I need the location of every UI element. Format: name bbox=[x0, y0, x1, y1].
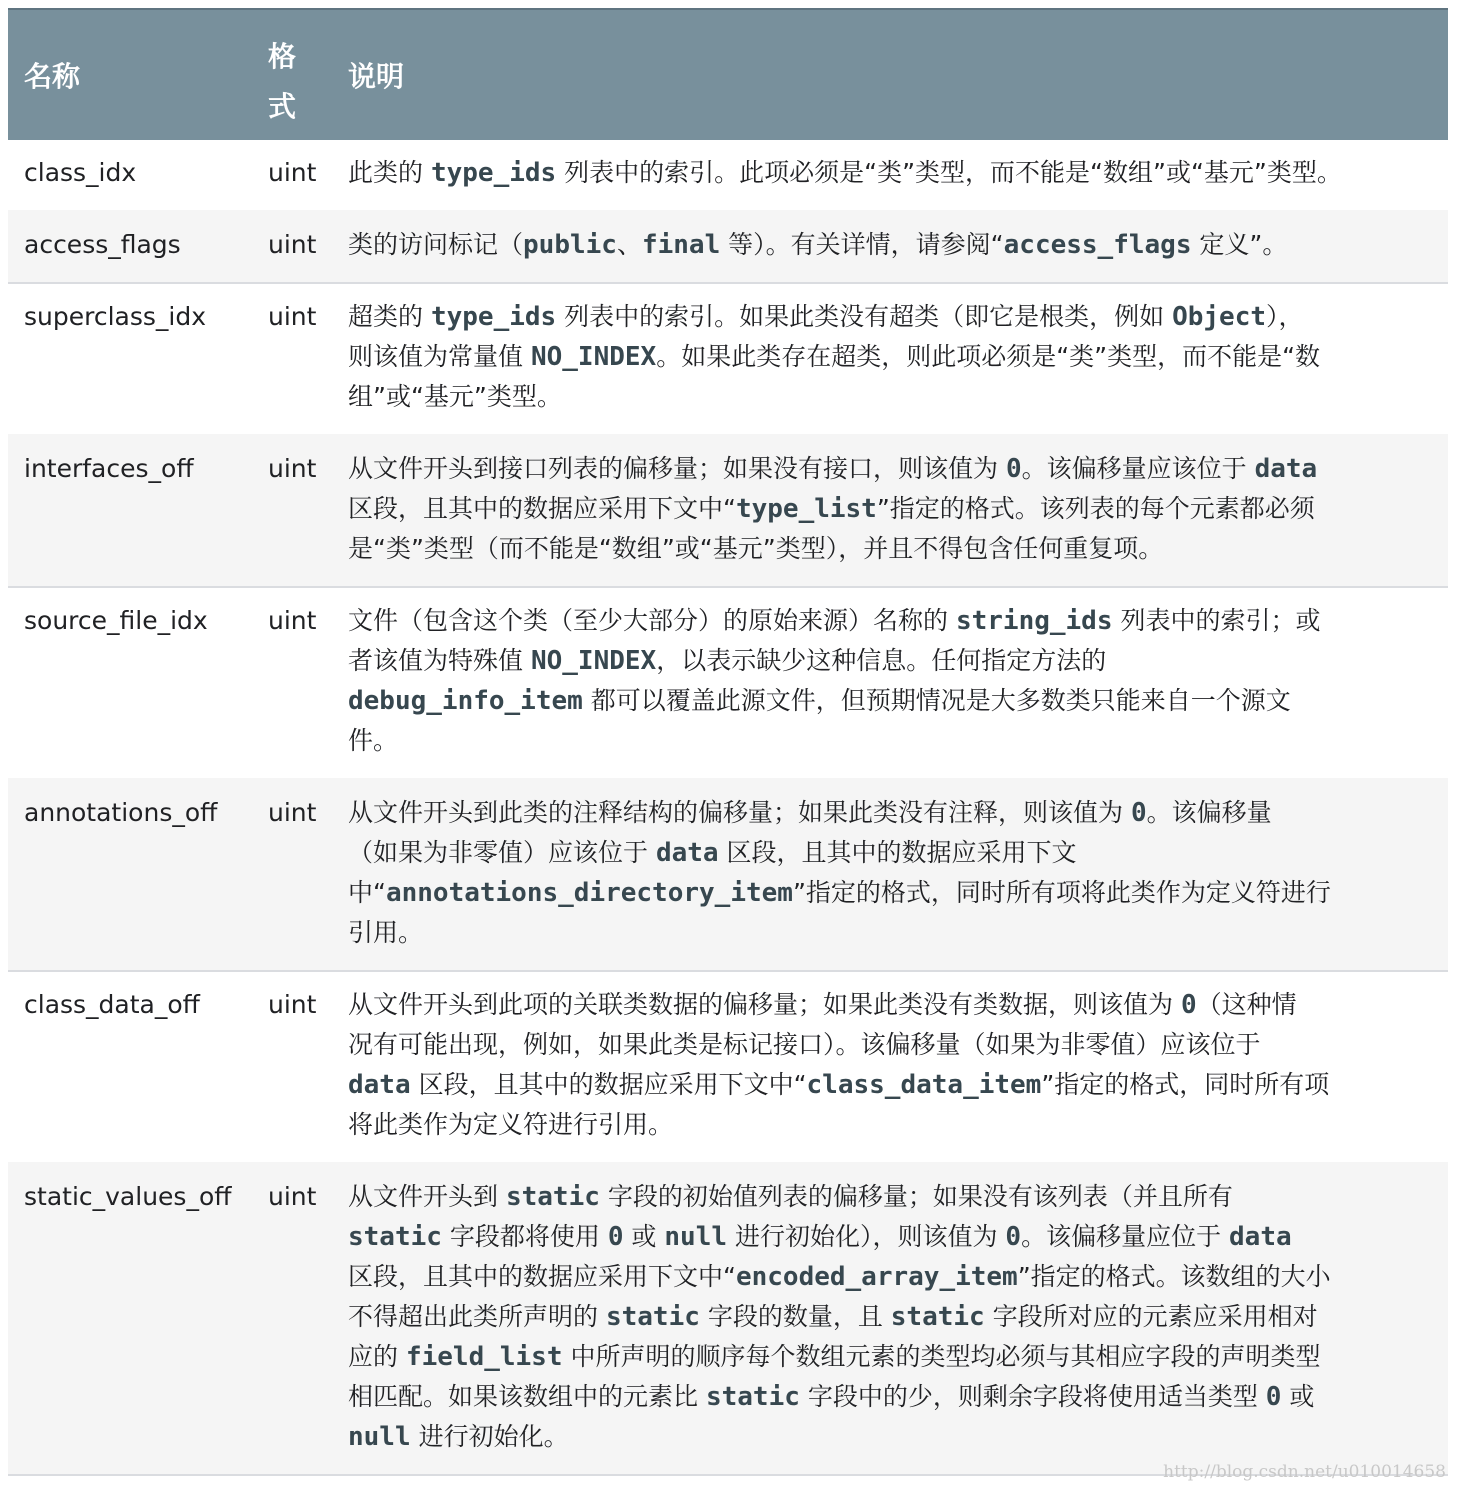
table-row bbox=[8, 210, 1448, 284]
description-text: 此类的 bbox=[348, 158, 431, 187]
description-text: 区段，且其中的数据应采用下文中“ bbox=[348, 494, 736, 523]
description-line bbox=[348, 153, 1433, 193]
description-line bbox=[348, 1257, 1433, 1297]
field-description bbox=[348, 985, 1433, 1145]
field-name: interfaces_off bbox=[24, 454, 194, 483]
code-term: data bbox=[348, 1070, 411, 1100]
description-text: 类的访问标记（ bbox=[348, 230, 524, 259]
description-text: ”指定的格式，同时所有项 bbox=[1041, 1070, 1330, 1099]
code-term: type_ids bbox=[430, 302, 557, 332]
description-line bbox=[348, 1065, 1433, 1105]
table-row bbox=[8, 282, 1448, 436]
code-term: Object bbox=[1172, 302, 1267, 332]
description-text: 从文件开头到此项的关联类数据的偏移量；如果此类没有类数据，则该值为 bbox=[348, 990, 1181, 1019]
description-text: 文件（包含这个类（至少大部分）的原始来源）名称的 bbox=[348, 606, 956, 635]
code-term: static bbox=[505, 1182, 600, 1212]
description-text: 从文件开头到此类的注释结构的偏移量；如果此类没有注释，则该值为 bbox=[348, 798, 1131, 827]
description-line bbox=[348, 793, 1433, 833]
code-term: NO_INDEX bbox=[530, 342, 657, 372]
field-description bbox=[348, 225, 1433, 265]
description-text: ”指定的格式。该列表的每个元素都必须 bbox=[876, 494, 1315, 523]
field-name: source_file_idx bbox=[24, 606, 208, 635]
code-term: data bbox=[1254, 454, 1318, 484]
field-format: uint bbox=[268, 158, 317, 187]
field-description bbox=[348, 793, 1433, 953]
code-term: static bbox=[705, 1382, 800, 1412]
description-text: 列表中的索引；或 bbox=[1112, 606, 1321, 635]
description-line bbox=[348, 641, 1433, 681]
description-text: 都可以覆盖此源文件，但预期情况是大多数类只能来自一个源文 bbox=[582, 686, 1291, 715]
description-line bbox=[348, 721, 1433, 761]
table-header bbox=[8, 8, 1448, 140]
code-term: 0 bbox=[1265, 1382, 1282, 1412]
table-row bbox=[8, 970, 1448, 1164]
description-text: （如果为非零值）应该位于 bbox=[348, 838, 656, 867]
code-term: final bbox=[641, 230, 721, 260]
description-text: 字段的初始值列表的偏移量；如果没有该列表（并且所有 bbox=[599, 1182, 1233, 1211]
description-text: 则该值为常量值 bbox=[348, 342, 531, 371]
table-row bbox=[8, 1162, 1448, 1476]
description-text: 应的 bbox=[348, 1342, 406, 1371]
description-text: 况有可能出现，例如，如果此类是标记接口）。该偏移量（如果为非零值）应该位于 bbox=[348, 1030, 1261, 1059]
code-term: null bbox=[664, 1222, 728, 1252]
description-line bbox=[348, 337, 1433, 377]
field-name: class_data_off bbox=[24, 990, 200, 1019]
code-term: 0 bbox=[1130, 798, 1147, 828]
field-format: uint bbox=[268, 1182, 317, 1211]
description-line bbox=[348, 1417, 1433, 1457]
field-description bbox=[348, 601, 1433, 761]
description-text: 不得超出此类所声明的 bbox=[348, 1302, 606, 1331]
description-text: 字段的数量，且 bbox=[699, 1302, 891, 1331]
table-row bbox=[8, 434, 1448, 588]
field-format: uint bbox=[268, 606, 317, 635]
code-term: string_ids bbox=[955, 606, 1113, 636]
description-text: 字段都将使用 bbox=[441, 1222, 608, 1251]
code-term: public bbox=[523, 230, 617, 260]
field-name: superclass_idx bbox=[24, 302, 207, 331]
description-text: 、 bbox=[616, 230, 642, 259]
field-name: static_values_off bbox=[24, 1182, 232, 1211]
description-line bbox=[348, 449, 1433, 489]
description-text: 或 bbox=[1281, 1382, 1315, 1411]
description-line bbox=[348, 1105, 1433, 1145]
description-text: 字段中的少，则剩余字段将使用适当类型 bbox=[799, 1382, 1266, 1411]
description-text: 列表中的索引。如果此类没有超类（即它是根类，例如 bbox=[556, 302, 1173, 331]
description-text: 件。 bbox=[348, 726, 399, 755]
description-line bbox=[348, 985, 1433, 1025]
description-text: 中所声明的顺序每个数组元素的类型均必须与其相应字段的声明类型 bbox=[562, 1342, 1321, 1371]
description-text: 。如果此类存在超类，则此项必须是“类”类型，而不能是“数 bbox=[656, 342, 1321, 371]
description-line bbox=[348, 529, 1433, 569]
code-term: 0 bbox=[1180, 990, 1197, 1020]
code-term: type_list bbox=[735, 494, 877, 524]
field-description bbox=[348, 449, 1433, 569]
field-description bbox=[348, 1177, 1433, 1457]
code-term: 0 bbox=[1005, 454, 1022, 484]
field-name: annotations_off bbox=[24, 798, 218, 827]
code-term: 0 bbox=[1005, 1222, 1022, 1252]
header-description: 说明 bbox=[348, 60, 405, 93]
code-term: data bbox=[655, 838, 719, 868]
description-line bbox=[348, 681, 1433, 721]
description-line bbox=[348, 1217, 1433, 1257]
description-text: 。该偏移量 bbox=[1146, 798, 1272, 827]
description-text: 中“ bbox=[348, 878, 386, 907]
description-text: 等）。有关详情，请参阅“ bbox=[720, 230, 1004, 259]
code-term: debug_info_item bbox=[348, 686, 583, 716]
description-text: 组”或“基元”类型。 bbox=[348, 382, 562, 411]
code-term: static bbox=[605, 1302, 700, 1332]
code-term: access_flags bbox=[1003, 230, 1192, 260]
description-text: 进行初始化），则该值为 bbox=[727, 1222, 1006, 1251]
description-text: 从文件开头到接口列表的偏移量；如果没有接口，则该值为 bbox=[348, 454, 1006, 483]
header-format: 格式 bbox=[268, 40, 297, 123]
table-row bbox=[8, 138, 1448, 212]
description-text: 者该值为特殊值 bbox=[348, 646, 531, 675]
description-text: 区段，且其中的数据应采用下文中“ bbox=[348, 1262, 736, 1291]
description-line bbox=[348, 1177, 1433, 1217]
code-term: encoded_array_item bbox=[735, 1262, 1018, 1292]
code-term: annotations_directory_item bbox=[385, 878, 793, 908]
field-format: uint bbox=[268, 798, 317, 827]
description-text: 或 bbox=[623, 1222, 665, 1251]
description-text: 定义”。 bbox=[1191, 230, 1288, 259]
description-text: ）， bbox=[1266, 302, 1304, 331]
watermark: http://blog.csdn.net/u010014658 bbox=[1163, 1462, 1446, 1482]
table-row bbox=[8, 778, 1448, 972]
description-text: 。该偏移量应该位于 bbox=[1021, 454, 1255, 483]
description-line bbox=[348, 1025, 1433, 1065]
code-term: type_ids bbox=[430, 158, 557, 188]
field-format: uint bbox=[268, 302, 317, 331]
code-term: null bbox=[348, 1422, 411, 1452]
code-term: field_list bbox=[405, 1342, 563, 1372]
description-text: 进行初始化。 bbox=[410, 1422, 569, 1451]
description-text: 区段，且其中的数据应采用下文中“ bbox=[410, 1070, 807, 1099]
table-row bbox=[8, 586, 1448, 780]
code-term: class_data_item bbox=[806, 1070, 1042, 1100]
field-name: access_flags bbox=[24, 230, 181, 259]
code-term: 0 bbox=[607, 1222, 624, 1252]
description-text: 字段所对应的元素应采用相对 bbox=[984, 1302, 1318, 1331]
field-name: class_idx bbox=[24, 158, 137, 187]
code-term: static bbox=[890, 1302, 985, 1332]
code-term: data bbox=[1229, 1222, 1292, 1252]
description-line bbox=[348, 601, 1433, 641]
description-line bbox=[348, 377, 1433, 417]
description-text: ”指定的格式，同时所有项将此类作为定义符进行 bbox=[792, 878, 1331, 907]
description-line bbox=[348, 297, 1433, 337]
description-text: ，以表示缺少这种信息。任何指定方法的 bbox=[656, 646, 1107, 675]
description-line bbox=[348, 225, 1433, 265]
field-description bbox=[348, 153, 1433, 193]
code-term: static bbox=[348, 1222, 442, 1252]
description-text: 。该偏移量应位于 bbox=[1021, 1222, 1230, 1251]
description-line bbox=[348, 1297, 1433, 1337]
description-line bbox=[348, 1377, 1433, 1417]
description-line bbox=[348, 1337, 1433, 1377]
description-line bbox=[348, 873, 1433, 913]
header-name: 名称 bbox=[24, 60, 81, 93]
field-format: uint bbox=[268, 230, 317, 259]
description-text: 区段，且其中的数据应采用下文 bbox=[718, 838, 1077, 867]
description-text: （这种情 bbox=[1196, 990, 1297, 1019]
description-text: 相匹配。如果该数组中的元素比 bbox=[348, 1382, 706, 1411]
description-line bbox=[348, 833, 1433, 873]
description-text: 是“类”类型（而不能是“数组”或“基元”类型），并且不得包含任何重复项。 bbox=[348, 534, 1164, 563]
description-line bbox=[348, 913, 1433, 953]
field-format: uint bbox=[268, 990, 317, 1019]
description-text: 列表中的索引。此项必须是“类”类型，而不能是“数组”或“基元”类型。 bbox=[556, 158, 1342, 187]
description-text: 从文件开头到 bbox=[348, 1182, 506, 1211]
description-line bbox=[348, 489, 1433, 529]
field-description bbox=[348, 297, 1433, 417]
description-text: 引用。 bbox=[348, 918, 424, 947]
description-text: 将此类作为定义符进行引用。 bbox=[348, 1110, 674, 1139]
description-text: ”指定的格式。该数组的大小 bbox=[1017, 1262, 1331, 1291]
field-format: uint bbox=[268, 454, 317, 483]
code-term: NO_INDEX bbox=[530, 646, 657, 676]
description-text: 超类的 bbox=[348, 302, 431, 331]
